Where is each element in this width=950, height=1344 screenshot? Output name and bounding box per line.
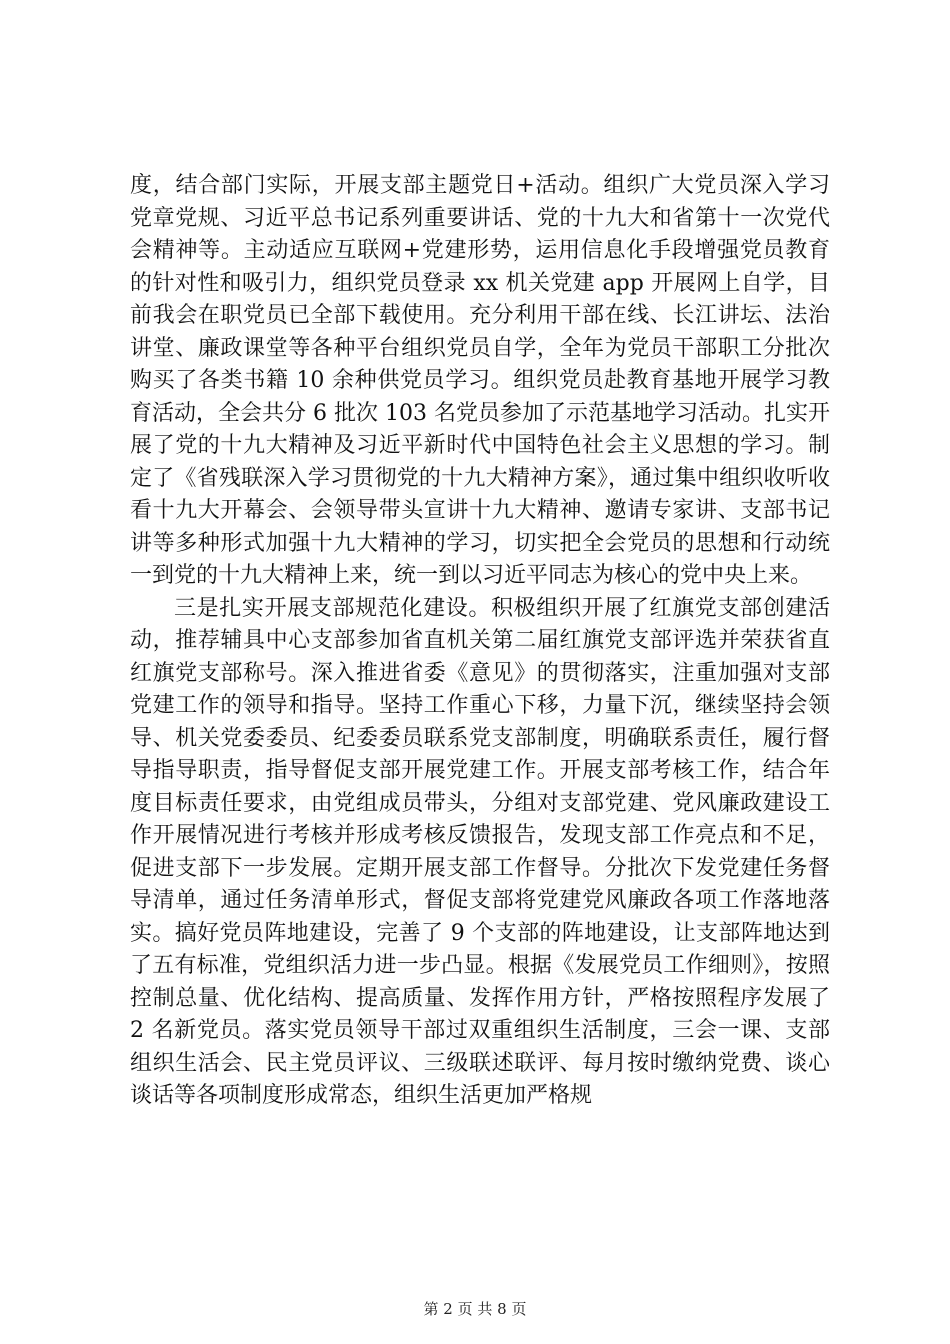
paragraph-continuation: 度，结合部门实际，开展支部主题党日+活动。组织广大党员深入学习党章党规、习近平总书记系列重要讲话、党的十九大和省第十一次党代会精神等。主动适应互联网+党建形势，运用信息化手段增强党员教育的针对性和吸引力，组织党员登录 xx 机关党建 app 开展网上自学，目前我会在职党员已全部下载使用。充分利用干部在线、长江讲坛、法治讲堂、廉政课堂等各种平台组织党员自学，全年为党员干部职工分批次购买了各类书籍 10 余种供党员学习。组织党员赴教育基地开展学习教育活动，全会共分 6 批次 103 名党员参加了示范基地学习活动。扎实开展了党的十九大精神及习近平新时代中国特色社会主义思想的学习。制定了《省残联深入学习贯彻党的十九大精神方案》，通过集中组织收听收看十九大开幕会、会领导带头宣讲十九大精神、邀请专家讲、支部书记讲等多种形式加强十九大精神的学习，切实把全会党员的思想和行动统一到党的十九大精神上来，统一到以习近平同志为核心的党中央上来。 [130,173,830,588]
document-body [130,170,830,1113]
page-footer: 第 2 页 共 8 页 [423,1300,527,1318]
paragraph-branch-standardization: 三是扎实开展支部规范化建设。积极组织开展了红旗党支部创建活动，推荐辅具中心支部参加省直机关第二届红旗党支部评选并荣获省直红旗党支部称号。深入推进省委《意见》的贯彻落实，注重加强对支部党建工作的领导和指导。坚持工作重心下移，力量下沉，继续坚持会领导、机关党委委员、纪委委员联系党支部制度，明确联系责任，履行督导指导职责，指导督促支部开展党建工作。开展支部考核工作，结合年度目标责任要求，由党组成员带头，分组对支部党建、党风廉政建设工作开展情况进行考核并形成考核反馈报告，发现支部工作亮点和不足，促进支部下一步发展。定期开展支部工作督导。分批次下发党建任务督导清单，通过任务清单形式，督促支部将党建党风廉政各项工作落地落实。搞好党员阵地建设，完善了 9 个支部的阵地建设，让支部阵地达到了五有标准，党组织活力进一步凸显。根据《发展党员工作细则》，按照控制总量、优化结构、提高质量、发挥作用方针，严格按照程序发展了 2 名新党员。落实党员领导干部过双重组织生活制度，三会一课、支部组织生活会、民主党员评议、三级联述联评、每月按时缴纳党费、谈心谈话等各项制度形成常态，组织生活更加严格规 [130,595,830,1108]
